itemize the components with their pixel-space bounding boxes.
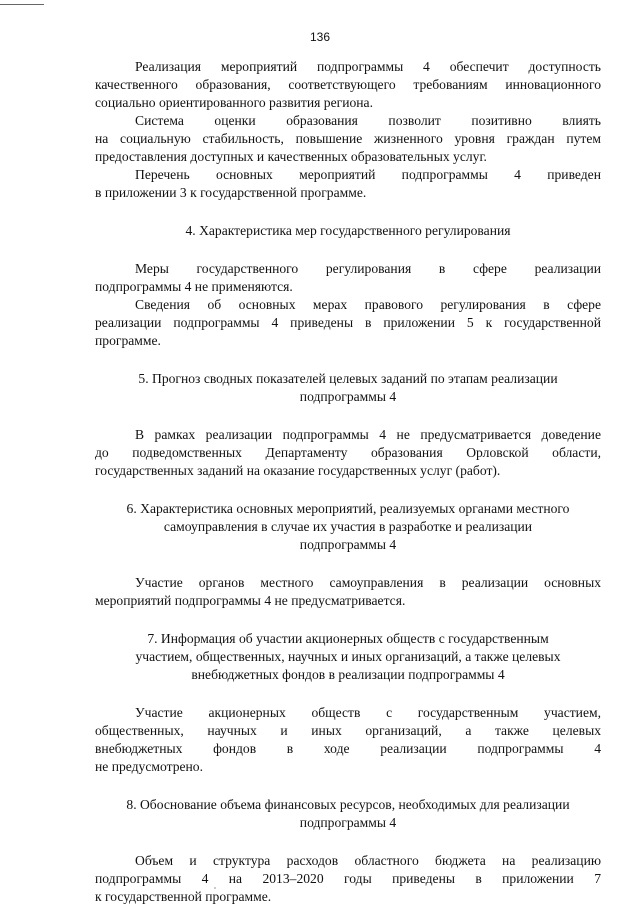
heading-line: участием, общественных, научных и иных организаций, а также целевых: [135, 649, 561, 664]
text-line: в приложении 3 к государственной программе.: [95, 185, 367, 200]
paragraph-2: [95, 112, 601, 166]
paragraph-3: [95, 166, 601, 202]
heading-line: 7. Информация об участии акционерных обществ с государственным: [147, 631, 549, 646]
paragraph-7: [95, 574, 601, 610]
text-line: подпрограммы 4 не применяются.: [95, 279, 293, 294]
heading-line: 6. Характеристика основных мероприятий, реализуемых органами местного: [126, 501, 570, 516]
text-line: Перечень основных мероприятий подпрограммы 4 приведен: [135, 167, 601, 182]
text-line: Участие акционерных обществ с государственным участием,: [135, 705, 601, 720]
text-line: программе.: [95, 333, 161, 348]
text-line: социально ориентированного развития региона.: [95, 95, 373, 110]
paragraph-6: [95, 426, 601, 480]
scan-speck: [214, 887, 216, 889]
page-number: 136: [309, 30, 331, 44]
paragraph-9: [95, 852, 601, 906]
scan-corner-rule: [0, 4, 44, 5]
heading-line: внебюджетных фондов в реализации подпрограммы 4: [191, 667, 505, 682]
text-line: Система оценки образования позволит позитивно влиять: [135, 113, 601, 128]
text-line: до подведомственных Департаменту образования Орловской области,: [95, 445, 601, 460]
section-heading-7: [95, 630, 601, 684]
text-line: государственных заданий на оказание государственных услуг (работ).: [95, 463, 501, 478]
text-line: Меры государственного регулирования в сфере реализации: [135, 261, 601, 276]
text-line: В рамках реализации подпрограммы 4 не предусматривается доведение: [135, 427, 601, 442]
text-line: качественного образования, соответствующего требованиям инновационного: [95, 77, 601, 92]
text-line: мероприятий подпрограммы 4 не предусматривается.: [95, 593, 406, 608]
paragraph-8: [95, 704, 601, 776]
text-line: Реализация мероприятий подпрограммы 4 обеспечит доступность: [135, 59, 601, 74]
document-body: [95, 58, 601, 906]
heading-line: подпрограммы 4: [299, 537, 397, 552]
text-line: к государственной программе.: [95, 889, 272, 904]
text-line: реализации подпрограммы 4 приведены в приложении 5 к государственной: [95, 315, 601, 330]
text-line: не предусмотрено.: [95, 759, 204, 774]
text-line: на социальную стабильность, повышение жизненного уровня граждан путем: [95, 131, 601, 146]
section-heading-6: [95, 500, 601, 554]
heading-line: 5. Прогноз сводных показателей целевых заданий по этапам реализации: [138, 371, 558, 386]
text-line: внебюджетных фондов в ходе реализации подпрограммы 4: [95, 741, 601, 756]
paragraph-4: [95, 260, 601, 296]
section-heading-5: [95, 370, 601, 406]
section-heading-8: [95, 796, 601, 832]
heading-line: 8. Обоснование объема финансовых ресурсов, необходимых для реализации: [126, 797, 570, 812]
heading-line: самоуправления в случае их участия в разработке и реализации: [163, 519, 533, 534]
text-line: Сведения об основных мерах правового регулирования в сфере: [135, 297, 601, 312]
text-line: общественных, научных и иных организаций, а также целевых: [95, 723, 601, 738]
text-line: Объем и структура расходов областного бюджета на реализацию: [135, 853, 601, 868]
heading-line: подпрограммы 4: [299, 815, 397, 830]
section-heading-4: 4. Характеристика мер государственного регулирования: [185, 223, 511, 238]
text-line: Участие органов местного самоуправления в реализации основных: [135, 575, 601, 590]
paragraph-1: [95, 58, 601, 112]
paragraph-5: [95, 296, 601, 350]
heading-line: подпрограммы 4: [299, 389, 397, 404]
text-line: подпрограммы 4 на 2013–2020 годы приведены в приложении 7: [95, 871, 601, 886]
text-line: предоставления доступных и качественных образовательных услуг.: [95, 149, 487, 164]
